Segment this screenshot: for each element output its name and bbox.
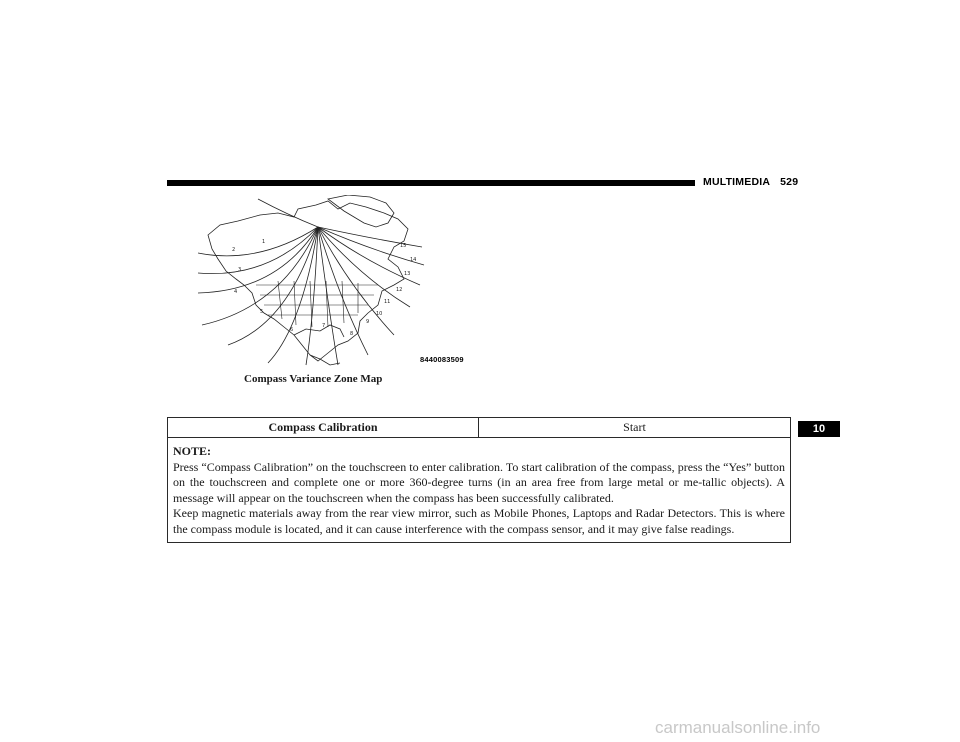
zone-line [258, 199, 318, 227]
running-header [703, 176, 798, 188]
zone-label: 9 [366, 319, 370, 325]
zone-label: 2 [232, 247, 236, 253]
zone-line [228, 227, 318, 345]
section-title: MULTIMEDIA [703, 176, 771, 188]
zone-label: 10 [376, 311, 383, 317]
zone-label: 11 [384, 299, 391, 305]
gulf-coast [294, 325, 344, 337]
greenland [328, 195, 394, 227]
watermark: carmanualsonline.info [655, 718, 821, 737]
zone-label: 3 [238, 267, 242, 273]
central-america [310, 355, 340, 365]
zone-label: 4 [234, 289, 238, 295]
zone-label: 15 [400, 243, 407, 249]
zone-label: 14 [410, 257, 417, 263]
note-paragraph-calibration: Press “Compass Calibration” on the touchscreen to enter calibration. To start calibration of the compass, press the “Yes” button on the touchscreen and complete one or more 360-degree turns (in an area free from large metal or me-tallic objects). A message will appear on the touchscreen when the compass has been successfully calibrated. [173, 459, 785, 505]
table-header-option: Start [623, 420, 646, 434]
zone-line [318, 227, 338, 365]
zone-label: 12 [396, 287, 403, 293]
header-rule [167, 180, 695, 186]
zone-label: 13 [404, 271, 411, 277]
zone-label: 6 [290, 327, 294, 333]
note-label: NOTE: [173, 444, 212, 458]
map-illustration [198, 195, 474, 367]
table-header-setting: Compass Calibration [168, 418, 479, 437]
table-header-row [168, 418, 790, 438]
borders [256, 281, 378, 327]
page-number: 529 [780, 176, 799, 188]
note-paragraph-magnetic-materials: Keep magnetic materials away from the rear view mirror, such as Mobile Phones, Laptops and Radar Detectors. This is where the compass module is located, and it can cause interference with the compass sensor, and it may give false readings. [173, 506, 785, 536]
zone-label: 1 [262, 239, 266, 245]
zone-line [318, 227, 424, 265]
figure-code: 8440083509 [420, 355, 464, 364]
coastline [208, 201, 411, 361]
table-note-cell [168, 438, 790, 542]
zone-line [198, 227, 318, 256]
zone-line [318, 227, 394, 335]
zone-label: 8 [350, 331, 354, 337]
chapter-tab: 10 [798, 421, 840, 437]
zone-label: 7 [322, 323, 326, 329]
figure-caption: Compass Variance Zone Map [244, 373, 383, 385]
compass-variance-zone-map [198, 195, 474, 367]
zone-label: 5 [260, 309, 264, 315]
compass-calibration-table [167, 417, 791, 543]
zone-line [318, 227, 422, 247]
